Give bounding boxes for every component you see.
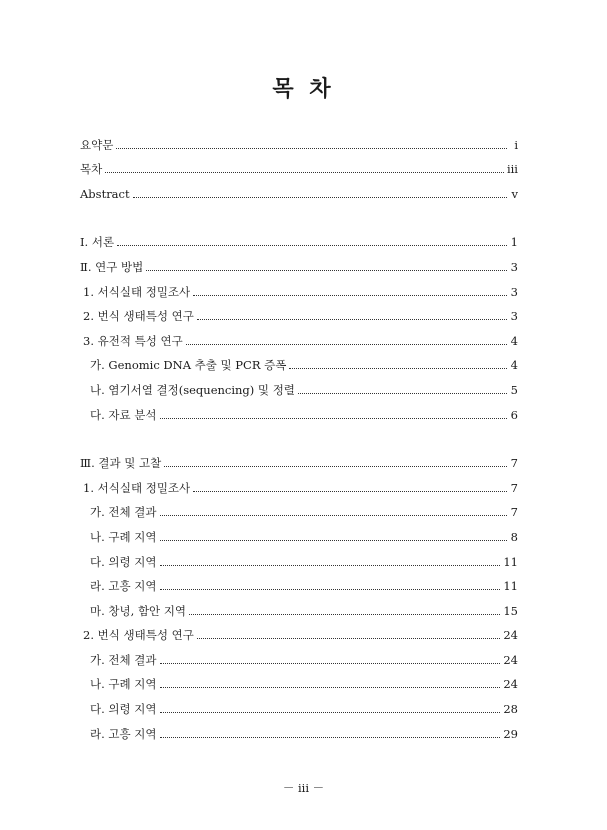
toc-row-contents[interactable] [80,152,518,177]
toc-page: v [511,186,518,201]
leader-dots [193,491,507,492]
leader-dots [160,515,507,516]
toc-label: 1. 서식실태 정밀조사 [83,480,191,495]
toc-row-methods[interactable] [80,249,518,274]
toc-label: 나. 구례 지역 [90,529,157,544]
leader-dots [189,614,500,615]
leader-dots [146,270,507,271]
toc-label: Abstract [80,186,130,201]
toc-page: 7 [510,456,518,471]
toc-label: 다. 의령 지역 [90,702,157,717]
toc-label: 가. 전체 결과 [90,505,157,520]
toc-page: 24 [503,677,518,692]
leader-dots [160,737,501,738]
toc-row-overall[interactable] [80,495,518,520]
toc-label: 나. 구례 지역 [90,677,157,692]
leader-dots [116,148,507,149]
leader-dots [117,245,507,246]
toc-page: 7 [510,480,518,495]
leader-dots [164,466,507,467]
toc-page: 5 [510,382,518,397]
table-of-contents [80,127,518,741]
page-number-footer: － iii － [282,781,325,795]
toc-row-breeding-goheung[interactable] [80,716,518,741]
toc-page: 6 [510,407,518,422]
toc-row-sequencing[interactable] [80,372,518,397]
leader-dots [160,565,501,566]
leader-dots [105,172,504,173]
toc-label: 라. 고흥 지역 [90,726,157,741]
toc-label: 라. 고흥 지역 [90,579,157,594]
toc-row-results[interactable] [80,446,518,471]
toc-row-breeding-gurye[interactable] [80,667,518,692]
toc-row-abstract[interactable] [80,176,518,201]
toc-label: Ⅲ. 결과 및 고찰 [80,456,162,471]
toc-label: 2. 번식 생태특성 연구 [83,628,194,643]
toc-label: 나. 염기서열 결정(sequencing) 및 정렬 [90,382,295,397]
toc-row-dna-extraction[interactable] [80,348,518,373]
toc-page: iii [506,162,518,177]
leader-dots [197,319,507,320]
toc-page: 1 [510,235,518,250]
toc-label: 마. 창녕, 함안 지역 [90,603,187,618]
leader-dots [197,638,501,639]
leader-dots [186,344,507,345]
toc-row-summary[interactable] [80,127,518,152]
toc-page: 8 [510,529,518,544]
toc-page: i [514,137,518,152]
toc-row-gurye[interactable] [80,519,518,544]
leader-dots [133,197,507,198]
leader-dots [193,295,507,296]
toc-page: 7 [510,505,518,520]
toc-row-genetic-study[interactable] [80,323,518,348]
leader-dots [289,368,507,369]
toc-page: 29 [503,726,518,741]
toc-row-habitat-survey[interactable] [80,274,518,299]
toc-label: Ⅱ. 연구 방법 [80,259,144,274]
toc-row-breeding-uiryeong[interactable] [80,691,518,716]
leader-dots [160,418,507,419]
leader-dots [160,540,507,541]
toc-page: 28 [503,702,518,717]
toc-page: 3 [510,259,518,274]
toc-label: Ⅰ. 서론 [80,235,115,250]
toc-page: 24 [503,652,518,667]
toc-page: 3 [510,309,518,324]
toc-row-breeding-overall[interactable] [80,642,518,667]
toc-page: 15 [503,603,518,618]
toc-row-introduction[interactable] [80,225,518,250]
toc-row-results-habitat[interactable] [80,470,518,495]
page-title: 목 차 [272,76,335,102]
toc-row-uiryeong[interactable] [80,544,518,569]
toc-row-breeding-study[interactable] [80,299,518,324]
toc-label: 목차 [80,162,103,177]
toc-label: 3. 유전적 특성 연구 [83,333,183,348]
toc-page: 24 [503,628,518,643]
toc-label: 다. 의령 지역 [90,554,157,569]
toc-label: 요약문 [80,137,114,152]
toc-label: 1. 서식실태 정밀조사 [83,284,191,299]
toc-page: 3 [510,284,518,299]
leader-dots [298,393,507,394]
toc-row-results-breeding[interactable] [80,618,518,643]
toc-label: 가. Genomic DNA 추출 및 PCR 증폭 [90,358,287,373]
toc-page: 4 [510,333,518,348]
toc-row-changnyeong[interactable] [80,593,518,618]
toc-label: 2. 번식 생태특성 연구 [83,309,194,324]
leader-dots [160,663,501,664]
toc-row-goheung[interactable] [80,569,518,594]
toc-label: 가. 전체 결과 [90,652,157,667]
toc-page: 11 [503,554,518,569]
leader-dots [160,589,501,590]
toc-page: 11 [503,579,518,594]
toc-label: 다. 자료 분석 [90,407,157,422]
leader-dots [160,687,501,688]
toc-page: 4 [510,358,518,373]
toc-row-data-analysis[interactable] [80,397,518,422]
leader-dots [160,712,501,713]
